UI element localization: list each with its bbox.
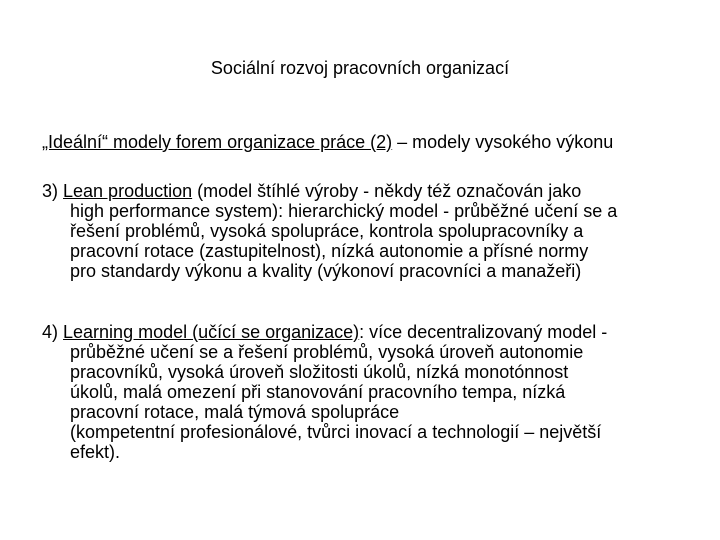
slide-title: Sociální rozvoj pracovních organizací [210, 58, 510, 78]
point-line: pro standardy výkonu a kvality (výkonoví pracovníci a manažeři) [70, 261, 582, 281]
point-first-line-text: (model štíhlé výroby - někdy též označován jako [192, 181, 582, 201]
point-line: úkolů, malá omezení při stanovování pracovního tempa, nízká [70, 382, 566, 402]
point-first-line-text: : více decentralizovaný model - [359, 322, 608, 342]
slide-subtitle [42, 130, 692, 154]
point-number: 4) [42, 322, 64, 342]
point-number: 3) [42, 181, 64, 201]
point-line: high performance system): hierarchický model - průběžné učení se a [70, 201, 618, 221]
point-learning-model [42, 322, 692, 462]
point-line: pracovní rotace, malá týmová spolupráce [70, 402, 400, 422]
point-line: pracovní rotace (zastupitelnost), nízká autonomie a přísné normy [70, 241, 589, 261]
point-first-line [42, 322, 692, 342]
point-first-line [42, 181, 692, 201]
point-underlined-term: Lean production [63, 181, 193, 201]
point-underlined-term: Learning model (učící se organizace) [63, 322, 360, 342]
point-line: pracovníků, vysoká úroveň složitosti úkolů, nízká monotónnost [70, 362, 569, 382]
point-line: průběžné učení se a řešení problémů, vysoká úroveň autonomie [70, 342, 584, 362]
point-line: efekt). [70, 442, 121, 462]
point-lean-production [42, 181, 692, 281]
point-line: (kompetentní profesionálové, tvůrci inovací a technologií – největší [70, 422, 602, 442]
subtitle-underlined-text: „Ideální“ modely forem organizace práce (2) [42, 132, 393, 152]
point-line: řešení problémů, vysoká spolupráce, kontrola spolupracovníky a [70, 221, 584, 241]
subtitle-rest-text: – modely vysokého výkonu [392, 132, 614, 152]
